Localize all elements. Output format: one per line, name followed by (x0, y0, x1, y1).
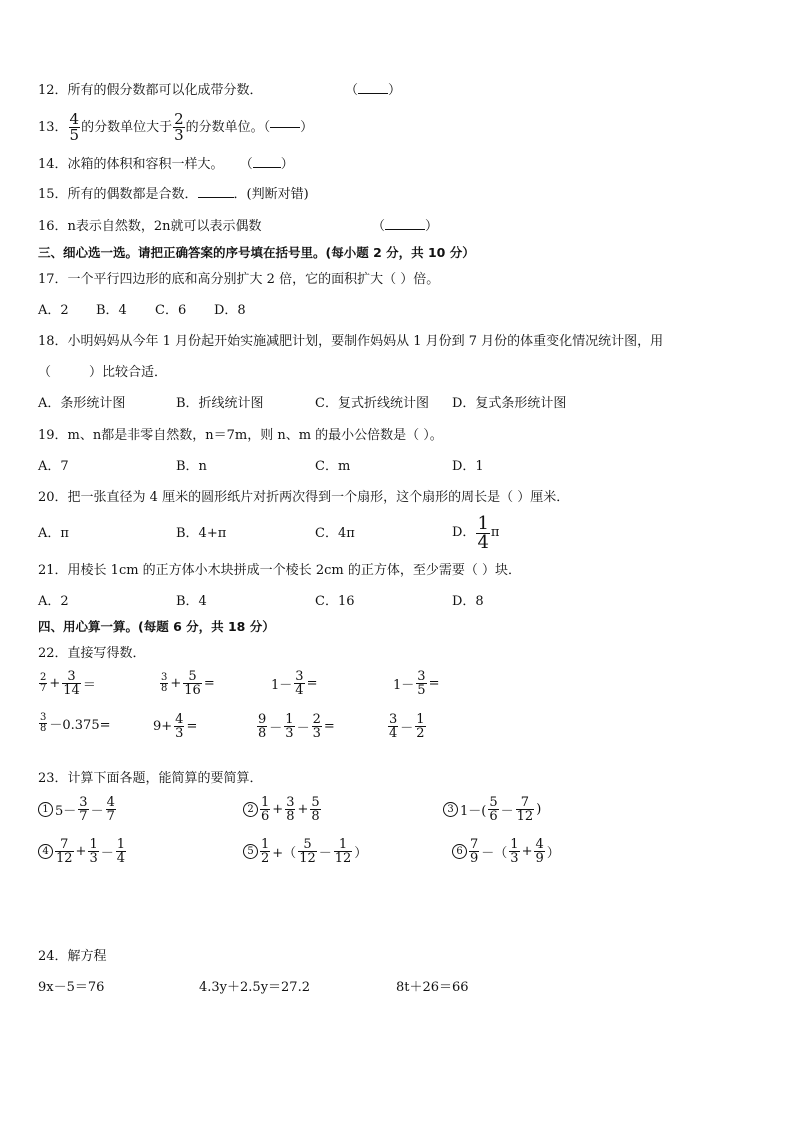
option-20-c[interactable]: C．4π (315, 526, 355, 541)
question-16: 16．n表示自然数，2n就可以表示偶数 (38, 219, 262, 234)
question-17: 17．一个平行四边形的底和高分别扩大 2 倍，它的面积扩大（ ）倍。 (38, 272, 440, 287)
answer-blank-16[interactable]: （ ） (372, 219, 439, 234)
option-17-c[interactable]: C．6 (155, 303, 187, 318)
question-18-line1: 18．小明妈妈从今年 1 月份起开始实施减肥计划，要制作妈妈从 1 月份到 7 月份的体重变化情况统计图，用 (38, 334, 664, 349)
option-20-d[interactable]: D． $\frac{1}{4}$ π (452, 512, 500, 553)
question-18-line2: （ ）比较合适． (38, 365, 168, 380)
calc-item-4: 4 $\frac{7}{12}$ + $\frac{1}{3}$ － $\frac{1}{4}$ (38, 838, 127, 865)
option-17-a[interactable]: A．2 (38, 303, 69, 318)
option-19-d[interactable]: D．1 (452, 459, 484, 474)
mental-calc-4: 1－ $\frac{3}{5}$ = (393, 669, 440, 698)
calc-item-2: 2 $\frac{1}{6}$ + $\frac{3}{8}$ + $\frac{5}{8}$ (243, 796, 322, 823)
question-23-title: 23．计算下面各题，能简算的要简算． (38, 771, 263, 786)
mental-calc-2: $\frac{3}{8}$ + $\frac{5}{16}$ = (161, 669, 215, 698)
equation-3: 8t＋26＝66 (396, 980, 469, 995)
option-19-a[interactable]: A．7 (38, 459, 69, 474)
answer-blank-13[interactable] (270, 127, 300, 128)
option-17-b[interactable]: B．4 (96, 303, 127, 318)
mental-calc-7: $\frac{9}{8}$ － $\frac{1}{3}$ － $\frac{2}{3}$ = (258, 712, 335, 741)
answer-blank-15[interactable] (198, 197, 234, 198)
mental-calc-6: 9+ $\frac{4}{3}$ = (153, 712, 198, 741)
mental-calc-1: $\frac{2}{7}$ + $\frac{3}{14}$ ＝ (40, 669, 96, 698)
option-21-d[interactable]: D．8 (452, 594, 484, 609)
option-20-b[interactable]: B．4+π (176, 526, 227, 541)
option-21-a[interactable]: A．2 (38, 594, 69, 609)
option-18-c[interactable]: C．复式折线统计图 (315, 396, 429, 411)
option-19-b[interactable]: B．n (176, 459, 207, 474)
section-4-heading: 四、用心算一算。(每题 6 分，共 18 分） (38, 619, 275, 634)
question-15: 15．所有的偶数都是合数． ．(判断对错) (38, 187, 309, 202)
circled-number: 3 (443, 802, 458, 817)
section-3-heading: 三、细心选一选。请把正确答案的序号填在括号里。(每小题 2 分，共 10 分） (38, 245, 475, 260)
circled-number: 5 (243, 844, 258, 859)
question-21: 21．用棱长 1cm 的正方体小木块拼成一个棱长 2cm 的正方体，至少需要（ ）块． (38, 563, 521, 578)
mental-calc-5: $\frac{3}{8}$ －0.375= (40, 712, 111, 734)
circled-number: 1 (38, 802, 53, 817)
equation-1: 9x－5＝76 (38, 980, 105, 995)
calc-item-6: 6 $\frac{7}{9}$ －（ $\frac{1}{3}$ + $\frac{4}{9}$ ） (452, 838, 561, 865)
answer-blank-14[interactable]: （ ） (239, 157, 294, 172)
circled-number: 6 (452, 844, 467, 859)
option-18-d[interactable]: D．复式条形统计图 (452, 396, 567, 411)
question-24-title: 24．解方程 (38, 949, 107, 964)
option-18-b[interactable]: B．折线统计图 (176, 396, 264, 411)
option-17-d[interactable]: D．8 (214, 303, 246, 318)
fraction: $\frac{2}{3}$ (174, 110, 184, 144)
calc-item-3: 3 1－( $\frac{5}{6}$ － $\frac{7}{12}$ ) (443, 796, 542, 823)
question-14: 14．冰箱的体积和容积一样大。 （ ） (38, 157, 294, 172)
answer-blank-12[interactable]: （ ） (345, 83, 402, 98)
calc-item-5: 5 $\frac{1}{2}$ +（ $\frac{5}{12}$ － $\frac{1}{12}$ ） (243, 838, 368, 865)
question-20: 20．把一张直径为 4 厘米的圆形纸片对折两次得到一个扇形，这个扇形的周长是（ ）厘米． (38, 490, 570, 505)
question-19: 19．m、n都是非零自然数，n＝7m，则 n、m 的最小公倍数是（ ）。 (38, 428, 443, 443)
option-21-b[interactable]: B．4 (176, 594, 207, 609)
question-12 (38, 82, 263, 100)
answer-blank-18[interactable]: （ (38, 365, 52, 380)
question-22-title: 22．直接写得数． (38, 646, 146, 661)
mental-calc-3: 1－ $\frac{3}{4}$ = (271, 669, 318, 698)
option-19-c[interactable]: C．m (315, 459, 351, 474)
option-21-c[interactable]: C．16 (315, 594, 355, 609)
fraction: $\frac{4}{5}$ (69, 110, 80, 144)
circled-number: 4 (38, 844, 53, 859)
question-13: 13． $\frac{4}{5}$ 的分数单位大于 $\frac{2}{3}$ 的分数单位。（ ） (38, 110, 314, 144)
equation-2: 4.3y＋2.5y＝27.2 (199, 980, 310, 995)
option-20-a[interactable]: A．π (38, 526, 69, 541)
option-18-a[interactable]: A．条形统计图 (38, 396, 126, 411)
circled-number: 2 (243, 802, 258, 817)
fraction: $\frac{1}{4}$ (477, 512, 489, 553)
question-12-text: 12．所有的假分数都可以化成带分数． (38, 83, 263, 98)
calc-item-1: 1 5－ $\frac{3}{7}$ － $\frac{4}{7}$ (38, 796, 117, 823)
mental-calc-8: $\frac{3}{4}$ － $\frac{1}{2}$ (389, 712, 425, 741)
